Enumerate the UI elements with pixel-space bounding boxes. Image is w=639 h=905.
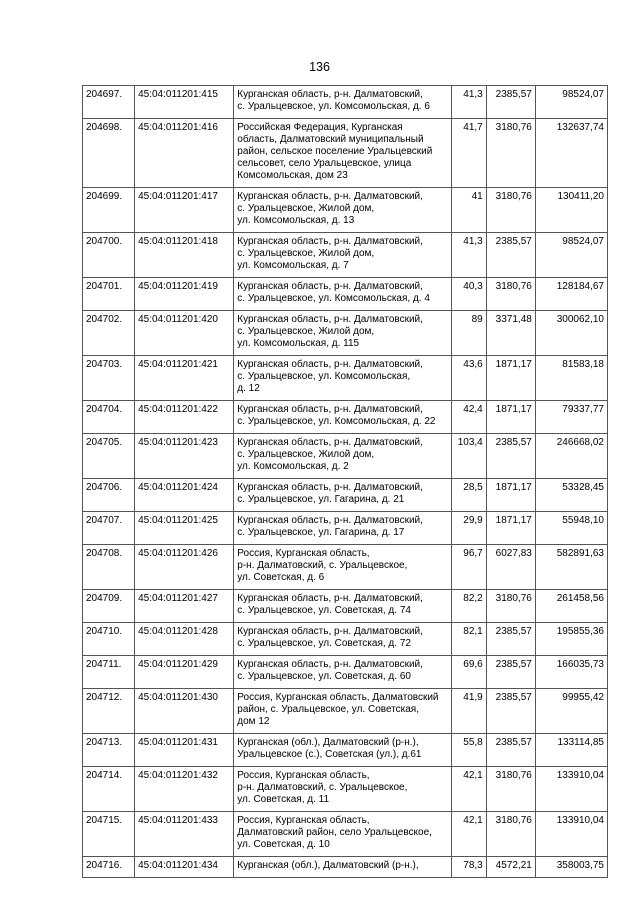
rate-cell: 2385,57 bbox=[486, 734, 535, 767]
row-number-cell: 204714. bbox=[83, 767, 135, 812]
area-cell: 42,4 bbox=[451, 401, 486, 434]
cadastral-value-cell: 98524,07 bbox=[535, 86, 607, 119]
area-cell: 41,3 bbox=[451, 233, 486, 278]
cadastral-value-cell: 81583,18 bbox=[535, 356, 607, 401]
cadastral-number-cell: 45:04:011201:425 bbox=[135, 512, 234, 545]
rate-cell: 3371,48 bbox=[486, 311, 535, 356]
address-cell: Курганская область, р-н. Далматовский, с. Уральцевское, ул. Комсомольская, д. 22 bbox=[234, 401, 451, 434]
cadastral-number-cell: 45:04:011201:421 bbox=[135, 356, 234, 401]
address-cell: Россия, Курганская область, р-н. Далматовский, с. Уральцевское, ул. Советская, д. 11 bbox=[234, 767, 451, 812]
address-cell: Курганская область, р-н. Далматовский, с. Уральцевское, ул. Комсомольская, д. 4 bbox=[234, 278, 451, 311]
row-number-cell: 204716. bbox=[83, 857, 135, 878]
rate-cell: 1871,17 bbox=[486, 401, 535, 434]
cadastral-number-cell: 45:04:011201:424 bbox=[135, 479, 234, 512]
cadastral-value-cell: 53328,45 bbox=[535, 479, 607, 512]
cadastral-number-cell: 45:04:011201:427 bbox=[135, 590, 234, 623]
cadastral-value-cell: 582891,63 bbox=[535, 545, 607, 590]
table-row bbox=[83, 812, 608, 857]
address-cell: Курганская область, р-н. Далматовский, с. Уральцевское, Жилой дом, ул. Комсомольская, д. 7 bbox=[234, 233, 451, 278]
table-row bbox=[83, 86, 608, 119]
row-number-cell: 204704. bbox=[83, 401, 135, 434]
cadastral-number-cell: 45:04:011201:419 bbox=[135, 278, 234, 311]
cadastral-value-cell: 358003,75 bbox=[535, 857, 607, 878]
cadastral-value-cell: 133114,85 bbox=[535, 734, 607, 767]
row-number-cell: 204700. bbox=[83, 233, 135, 278]
cadastral-value-cell: 79337,77 bbox=[535, 401, 607, 434]
rate-cell: 2385,57 bbox=[486, 434, 535, 479]
area-cell: 40,3 bbox=[451, 278, 486, 311]
area-cell: 41 bbox=[451, 188, 486, 233]
cadastral-number-cell: 45:04:011201:433 bbox=[135, 812, 234, 857]
cadastral-number-cell: 45:04:011201:417 bbox=[135, 188, 234, 233]
rate-cell: 4572,21 bbox=[486, 857, 535, 878]
address-cell: Курганская область, р-н. Далматовский, с. Уральцевское, ул. Гагарина, д. 17 bbox=[234, 512, 451, 545]
cadastral-value-cell: 55948,10 bbox=[535, 512, 607, 545]
area-cell: 55,8 bbox=[451, 734, 486, 767]
cadastral-number-cell: 45:04:011201:428 bbox=[135, 623, 234, 656]
row-number-cell: 204697. bbox=[83, 86, 135, 119]
area-cell: 82,2 bbox=[451, 590, 486, 623]
rate-cell: 2385,57 bbox=[486, 233, 535, 278]
address-cell: Курганская область, р-н. Далматовский, с. Уральцевское, ул. Советская, д. 74 bbox=[234, 590, 451, 623]
rate-cell: 3180,76 bbox=[486, 767, 535, 812]
cadastral-value-cell: 98524,07 bbox=[535, 233, 607, 278]
rate-cell: 3180,76 bbox=[486, 590, 535, 623]
area-cell: 41,9 bbox=[451, 689, 486, 734]
cadastral-number-cell: 45:04:011201:429 bbox=[135, 656, 234, 689]
address-cell: Курганская область, р-н. Далматовский, с. Уральцевское, Жилой дом, ул. Комсомольская, д. 2 bbox=[234, 434, 451, 479]
address-cell: Россия, Курганская область, р-н. Далматовский, с. Уральцевское, ул. Советская, д. 6 bbox=[234, 545, 451, 590]
address-cell: Курганская область, р-н. Далматовский, с. Уральцевское, ул. Гагарина, д. 21 bbox=[234, 479, 451, 512]
table-row bbox=[83, 356, 608, 401]
table-row bbox=[83, 545, 608, 590]
cadastral-value-cell: 166035,73 bbox=[535, 656, 607, 689]
row-number-cell: 204702. bbox=[83, 311, 135, 356]
area-cell: 96,7 bbox=[451, 545, 486, 590]
area-cell: 82,1 bbox=[451, 623, 486, 656]
table-row bbox=[83, 479, 608, 512]
cadastral-value-cell: 99955,42 bbox=[535, 689, 607, 734]
table-row bbox=[83, 767, 608, 812]
address-cell: Курганская область, р-н. Далматовский, с. Уральцевское, ул. Советская, д. 72 bbox=[234, 623, 451, 656]
rate-cell: 1871,17 bbox=[486, 512, 535, 545]
cadastral-number-cell: 45:04:011201:431 bbox=[135, 734, 234, 767]
cadastral-value-cell: 132637,74 bbox=[535, 119, 607, 188]
area-cell: 29,9 bbox=[451, 512, 486, 545]
table-row bbox=[83, 734, 608, 767]
table-row bbox=[83, 656, 608, 689]
table-row bbox=[83, 119, 608, 188]
table-row bbox=[83, 233, 608, 278]
row-number-cell: 204708. bbox=[83, 545, 135, 590]
cadastral-value-cell: 133910,04 bbox=[535, 812, 607, 857]
table-row bbox=[83, 278, 608, 311]
cadastral-value-cell: 261458,56 bbox=[535, 590, 607, 623]
address-cell: Российская Федерация, Курганская область, Далматовский муниципальный район, сельское поселение Уральцевский сельсовет, село Уральцевское, улица Комсомольская, дом 23 bbox=[234, 119, 451, 188]
address-cell: Курганская область, р-н. Далматовский, с. Уральцевское, ул. Комсомольская, д. 6 bbox=[234, 86, 451, 119]
cadastral-value-cell: 195855,36 bbox=[535, 623, 607, 656]
table-row bbox=[83, 857, 608, 878]
row-number-cell: 204707. bbox=[83, 512, 135, 545]
cadastral-number-cell: 45:04:011201:426 bbox=[135, 545, 234, 590]
area-cell: 28,5 bbox=[451, 479, 486, 512]
row-number-cell: 204713. bbox=[83, 734, 135, 767]
address-cell: Курганская область, р-н. Далматовский, с. Уральцевское, Жилой дом, ул. Комсомольская, д. 115 bbox=[234, 311, 451, 356]
rate-cell: 1871,17 bbox=[486, 356, 535, 401]
row-number-cell: 204701. bbox=[83, 278, 135, 311]
row-number-cell: 204715. bbox=[83, 812, 135, 857]
cadastral-value-cell: 133910,04 bbox=[535, 767, 607, 812]
row-number-cell: 204710. bbox=[83, 623, 135, 656]
row-number-cell: 204699. bbox=[83, 188, 135, 233]
cadastral-number-cell: 45:04:011201:422 bbox=[135, 401, 234, 434]
cadastral-value-cell: 130411,20 bbox=[535, 188, 607, 233]
cadastral-value-cell: 128184,67 bbox=[535, 278, 607, 311]
rate-cell: 3180,76 bbox=[486, 188, 535, 233]
area-cell: 42,1 bbox=[451, 767, 486, 812]
cadastral-value-cell: 300062,10 bbox=[535, 311, 607, 356]
area-cell: 41,7 bbox=[451, 119, 486, 188]
table-row bbox=[83, 512, 608, 545]
address-cell: Россия, Курганская область, Далматовский район, село Уральцевское, ул. Советская, д. 10 bbox=[234, 812, 451, 857]
address-cell: Курганская область, р-н. Далматовский, с. Уральцевское, Жилой дом, ул. Комсомольская, д. 13 bbox=[234, 188, 451, 233]
cadastral-number-cell: 45:04:011201:420 bbox=[135, 311, 234, 356]
table-row bbox=[83, 311, 608, 356]
rate-cell: 2385,57 bbox=[486, 656, 535, 689]
row-number-cell: 204709. bbox=[83, 590, 135, 623]
area-cell: 78,3 bbox=[451, 857, 486, 878]
table-row bbox=[83, 689, 608, 734]
area-cell: 69,6 bbox=[451, 656, 486, 689]
registry-table-body bbox=[83, 86, 608, 878]
address-cell: Россия, Курганская область, Далматовский район, с. Уральцевское, ул. Советская, дом 12 bbox=[234, 689, 451, 734]
table-row bbox=[83, 401, 608, 434]
area-cell: 43,6 bbox=[451, 356, 486, 401]
table-row bbox=[83, 623, 608, 656]
area-cell: 89 bbox=[451, 311, 486, 356]
address-cell: Курганская область, р-н. Далматовский, с. Уральцевское, ул. Советская, д. 60 bbox=[234, 656, 451, 689]
page-number: 136 bbox=[309, 60, 330, 74]
table-row bbox=[83, 590, 608, 623]
row-number-cell: 204706. bbox=[83, 479, 135, 512]
rate-cell: 6027,83 bbox=[486, 545, 535, 590]
table-row bbox=[83, 434, 608, 479]
cadastral-number-cell: 45:04:011201:430 bbox=[135, 689, 234, 734]
cadastral-number-cell: 45:04:011201:416 bbox=[135, 119, 234, 188]
cadastral-number-cell: 45:04:011201:432 bbox=[135, 767, 234, 812]
area-cell: 41,3 bbox=[451, 86, 486, 119]
row-number-cell: 204703. bbox=[83, 356, 135, 401]
registry-table bbox=[82, 85, 608, 878]
rate-cell: 3180,76 bbox=[486, 119, 535, 188]
cadastral-value-cell: 246668,02 bbox=[535, 434, 607, 479]
row-number-cell: 204698. bbox=[83, 119, 135, 188]
cadastral-number-cell: 45:04:011201:418 bbox=[135, 233, 234, 278]
cadastral-number-cell: 45:04:011201:423 bbox=[135, 434, 234, 479]
rate-cell: 2385,57 bbox=[486, 689, 535, 734]
rate-cell: 3180,76 bbox=[486, 278, 535, 311]
row-number-cell: 204711. bbox=[83, 656, 135, 689]
address-cell: Курганская область, р-н. Далматовский, с. Уральцевское, ул. Комсомольская, д. 12 bbox=[234, 356, 451, 401]
row-number-cell: 204712. bbox=[83, 689, 135, 734]
rate-cell: 2385,57 bbox=[486, 623, 535, 656]
address-cell: Курганская (обл.), Далматовский (р-н.), Уральцевское (с.), Советская (ул.), д.61 bbox=[234, 734, 451, 767]
rate-cell: 3180,76 bbox=[486, 812, 535, 857]
area-cell: 103,4 bbox=[451, 434, 486, 479]
rate-cell: 1871,17 bbox=[486, 479, 535, 512]
row-number-cell: 204705. bbox=[83, 434, 135, 479]
area-cell: 42,1 bbox=[451, 812, 486, 857]
cadastral-number-cell: 45:04:011201:415 bbox=[135, 86, 234, 119]
address-cell: Курганская (обл.), Далматовский (р-н.), bbox=[234, 857, 451, 878]
cadastral-number-cell: 45:04:011201:434 bbox=[135, 857, 234, 878]
table-row bbox=[83, 188, 608, 233]
rate-cell: 2385,57 bbox=[486, 86, 535, 119]
